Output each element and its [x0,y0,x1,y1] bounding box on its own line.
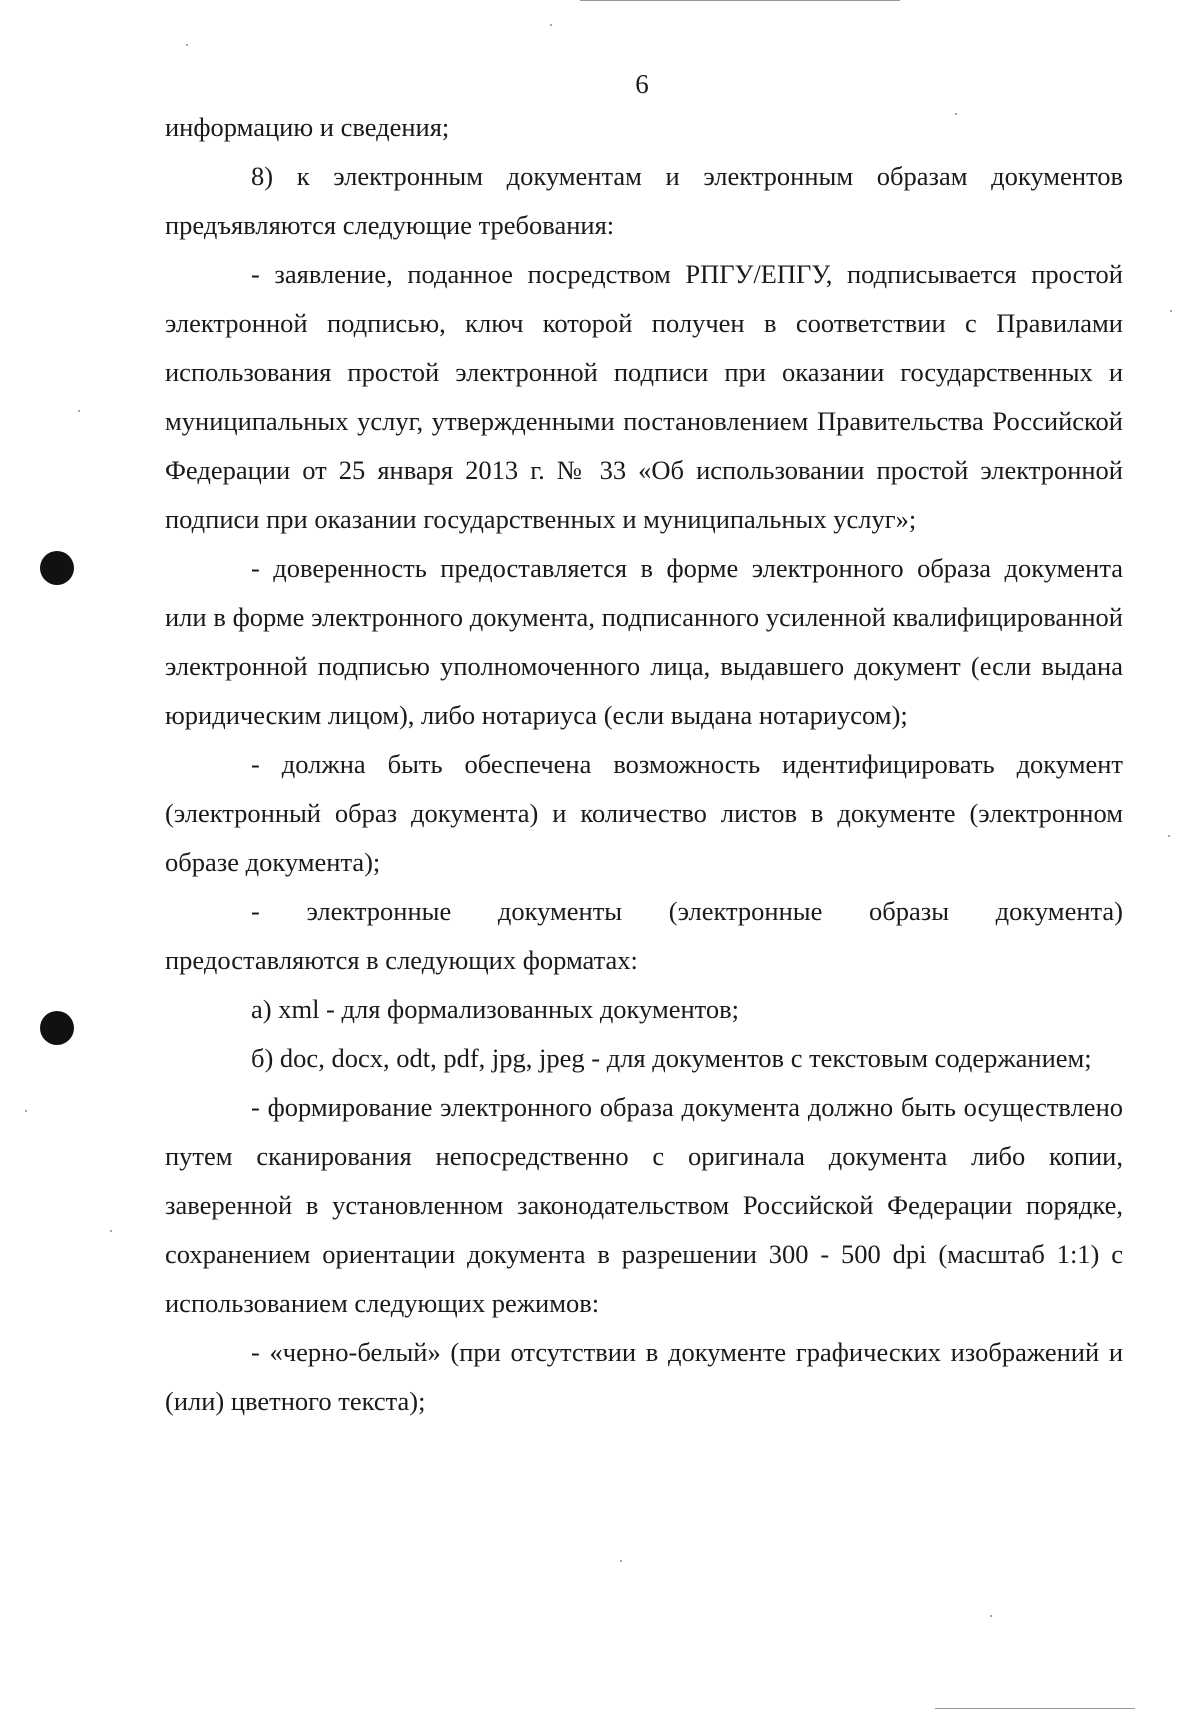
punch-hole-lower [40,1011,74,1045]
scan-speck [1170,310,1172,312]
scan-speck [990,1615,992,1617]
paragraph-format-b: б) doc, docx, odt, pdf, jpg, jpeg - для документов с текстовым содержанием; [251,1043,1092,1073]
paragraph-black-white-mode: - «черно-белый» (при отсутствии в документе графических изображений и (или) цветного текста); [165,1337,1123,1416]
scan-speck [186,44,188,46]
scan-edge-top [580,0,900,1]
page-number: 6 [635,69,649,99]
document-body [165,103,1123,1426]
paragraph-formats: - электронные документы (электронные образы документа) предоставляются в следующих форматах: [165,896,1123,975]
scan-speck [1168,835,1170,837]
scan-speck [620,1560,622,1562]
paragraph-application-signature: - заявление, поданное посредством РПГУ/ЕПГУ, подписывается простой электронной подписью, ключ которой получен в соответствии с Правилами использования простой электронной подписи при оказании государственных и муниципальных услуг, утвержденными постановлением Правительства Российской Федерации от 25 января 2013 г. № 33 «Об использовании простой электронной подписи при оказании государственных и муниципальных услуг»; [165,259,1123,534]
paragraph-scanning: - формирование электронного образа документа должно быть осуществлено путем сканирования непосредственно с оригинала документа либо копии, заверенной в установленном законодательством Российской Федерации порядке, сохранением ориентации документа в разрешении 300 - 500 dpi (масштаб 1:1) с использованием следующих режимов: [165,1092,1123,1318]
punch-hole-upper [40,551,74,585]
scan-speck [25,1110,27,1112]
paragraph-power-of-attorney: - доверенность предоставляется в форме электронного образа документа или в форме электронного документа, подписанного усиленной квалифицированной электронной подписью уполномоченного лица, выдавшего документ (если выдана юридическим лицом), либо нотариуса (если выдана нотариусом); [165,553,1123,730]
scan-edge-bottom [935,1708,1135,1709]
paragraph-continuation: информацию и сведения; [165,112,450,142]
paragraph-identification: - должна быть обеспечена возможность идентифицировать документ (электронный образ документа) и количество листов в документе (электронном образе документа); [165,749,1123,877]
paragraph-format-a: а) xml - для формализованных документов; [251,994,740,1024]
scan-speck [78,410,80,412]
paragraph-item-8: 8) к электронным документам и электронным образам документов предъявляются следующие требования: [165,161,1123,240]
scan-speck [110,1230,112,1232]
scan-speck [550,24,552,26]
